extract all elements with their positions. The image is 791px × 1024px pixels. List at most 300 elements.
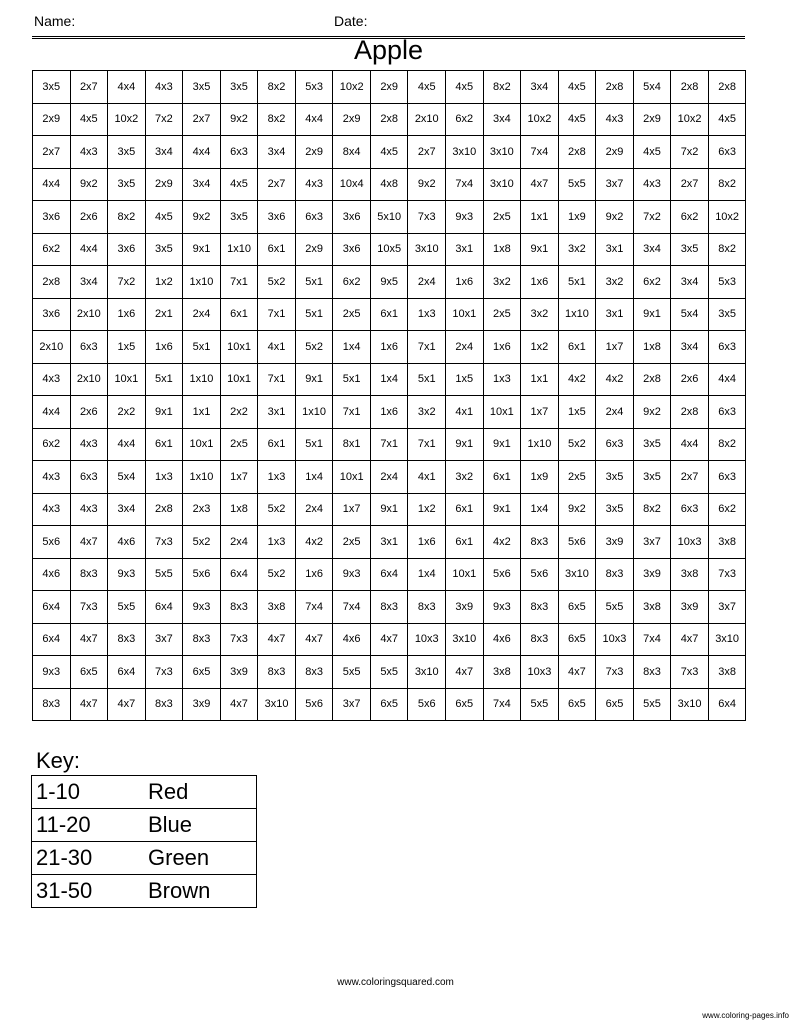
grid-cell[interactable]: 3x1 <box>596 298 634 331</box>
grid-cell[interactable]: 4x3 <box>70 493 108 526</box>
grid-cell[interactable]: 9x1 <box>145 396 183 429</box>
grid-cell[interactable]: 5x6 <box>183 558 221 591</box>
grid-cell[interactable]: 5x4 <box>671 298 709 331</box>
grid-cell[interactable]: 3x10 <box>671 688 709 721</box>
grid-cell[interactable]: 2x8 <box>671 396 709 429</box>
grid-cell[interactable]: 2x10 <box>70 298 108 331</box>
grid-cell[interactable]: 1x10 <box>183 266 221 299</box>
grid-cell[interactable]: 8x2 <box>708 233 746 266</box>
grid-cell[interactable]: 5x2 <box>183 526 221 559</box>
grid-cell[interactable]: 8x3 <box>633 656 671 689</box>
grid-cell[interactable]: 9x2 <box>408 168 446 201</box>
grid-cell[interactable]: 3x8 <box>708 656 746 689</box>
grid-cell[interactable]: 8x2 <box>483 71 521 104</box>
grid-cell[interactable]: 4x2 <box>558 363 596 396</box>
grid-cell[interactable]: 10x3 <box>521 656 559 689</box>
grid-cell[interactable]: 4x4 <box>70 233 108 266</box>
grid-cell[interactable]: 4x3 <box>145 71 183 104</box>
grid-cell[interactable]: 6x4 <box>708 688 746 721</box>
grid-cell[interactable]: 10x2 <box>333 71 371 104</box>
grid-cell[interactable]: 6x2 <box>708 493 746 526</box>
grid-cell[interactable]: 9x2 <box>183 201 221 234</box>
grid-cell[interactable]: 4x3 <box>33 363 71 396</box>
grid-cell[interactable]: 8x3 <box>521 623 559 656</box>
grid-cell[interactable]: 3x4 <box>258 136 296 169</box>
grid-cell[interactable]: 5x4 <box>633 71 671 104</box>
grid-cell[interactable]: 2x9 <box>633 103 671 136</box>
grid-cell[interactable]: 4x5 <box>408 71 446 104</box>
grid-cell[interactable]: 3x5 <box>108 168 146 201</box>
grid-cell[interactable]: 1x10 <box>295 396 333 429</box>
grid-cell[interactable]: 5x6 <box>558 526 596 559</box>
grid-cell[interactable]: 7x2 <box>671 136 709 169</box>
grid-cell[interactable]: 4x2 <box>596 363 634 396</box>
grid-cell[interactable]: 4x4 <box>33 168 71 201</box>
grid-cell[interactable]: 5x1 <box>558 266 596 299</box>
grid-cell[interactable]: 1x6 <box>370 331 408 364</box>
grid-cell[interactable]: 5x1 <box>295 266 333 299</box>
grid-cell[interactable]: 3x1 <box>446 233 484 266</box>
grid-cell[interactable]: 9x3 <box>108 558 146 591</box>
grid-cell[interactable]: 1x1 <box>521 201 559 234</box>
grid-cell[interactable]: 2x6 <box>70 201 108 234</box>
grid-cell[interactable]: 3x7 <box>145 623 183 656</box>
grid-cell[interactable]: 9x3 <box>483 591 521 624</box>
grid-cell[interactable]: 1x3 <box>145 461 183 494</box>
grid-cell[interactable]: 3x10 <box>483 168 521 201</box>
grid-cell[interactable]: 3x9 <box>220 656 258 689</box>
grid-cell[interactable]: 3x9 <box>671 591 709 624</box>
grid-cell[interactable]: 6x3 <box>708 136 746 169</box>
grid-cell[interactable]: 5x5 <box>370 656 408 689</box>
grid-cell[interactable]: 1x3 <box>258 461 296 494</box>
grid-cell[interactable]: 5x6 <box>483 558 521 591</box>
grid-cell[interactable]: 1x5 <box>558 396 596 429</box>
grid-cell[interactable]: 5x2 <box>295 331 333 364</box>
grid-cell[interactable]: 3x7 <box>708 591 746 624</box>
grid-cell[interactable]: 3x4 <box>521 71 559 104</box>
grid-cell[interactable]: 2x2 <box>108 396 146 429</box>
grid-cell[interactable]: 6x1 <box>258 428 296 461</box>
grid-cell[interactable]: 6x2 <box>446 103 484 136</box>
grid-cell[interactable]: 5x3 <box>708 266 746 299</box>
grid-cell[interactable]: 4x7 <box>370 623 408 656</box>
grid-cell[interactable]: 1x6 <box>483 331 521 364</box>
grid-cell[interactable]: 2x7 <box>258 168 296 201</box>
grid-cell[interactable]: 1x9 <box>558 201 596 234</box>
grid-cell[interactable]: 9x1 <box>483 428 521 461</box>
grid-cell[interactable]: 9x2 <box>220 103 258 136</box>
grid-cell[interactable]: 8x2 <box>708 428 746 461</box>
grid-cell[interactable]: 6x3 <box>671 493 709 526</box>
grid-cell[interactable]: 6x3 <box>596 428 634 461</box>
grid-cell[interactable]: 8x3 <box>521 591 559 624</box>
grid-cell[interactable]: 1x4 <box>521 493 559 526</box>
grid-cell[interactable]: 9x2 <box>596 201 634 234</box>
grid-cell[interactable]: 1x3 <box>483 363 521 396</box>
grid-cell[interactable]: 6x1 <box>370 298 408 331</box>
grid-cell[interactable]: 10x1 <box>446 558 484 591</box>
grid-cell[interactable]: 3x9 <box>183 688 221 721</box>
grid-cell[interactable]: 2x8 <box>633 363 671 396</box>
grid-cell[interactable]: 4x2 <box>483 526 521 559</box>
grid-cell[interactable]: 3x10 <box>708 623 746 656</box>
grid-cell[interactable]: 5x2 <box>258 493 296 526</box>
grid-cell[interactable]: 4x7 <box>446 656 484 689</box>
grid-cell[interactable]: 3x6 <box>33 298 71 331</box>
grid-cell[interactable]: 8x3 <box>108 623 146 656</box>
grid-cell[interactable]: 7x2 <box>633 201 671 234</box>
grid-cell[interactable]: 2x6 <box>70 396 108 429</box>
grid-cell[interactable]: 3x1 <box>370 526 408 559</box>
grid-cell[interactable]: 9x1 <box>183 233 221 266</box>
grid-cell[interactable]: 2x5 <box>333 298 371 331</box>
grid-cell[interactable]: 2x7 <box>408 136 446 169</box>
grid-cell[interactable]: 5x1 <box>145 363 183 396</box>
grid-cell[interactable]: 3x8 <box>633 591 671 624</box>
grid-cell[interactable]: 1x2 <box>408 493 446 526</box>
grid-cell[interactable]: 6x2 <box>333 266 371 299</box>
grid-cell[interactable]: 1x8 <box>633 331 671 364</box>
grid-cell[interactable]: 3x5 <box>596 493 634 526</box>
grid-cell[interactable]: 5x2 <box>258 266 296 299</box>
grid-cell[interactable]: 4x6 <box>333 623 371 656</box>
grid-cell[interactable]: 4x3 <box>633 168 671 201</box>
grid-cell[interactable]: 6x4 <box>33 623 71 656</box>
grid-cell[interactable]: 6x5 <box>183 656 221 689</box>
grid-cell[interactable]: 4x3 <box>70 136 108 169</box>
grid-cell[interactable]: 1x7 <box>220 461 258 494</box>
grid-cell[interactable]: 6x5 <box>596 688 634 721</box>
grid-cell[interactable]: 1x1 <box>521 363 559 396</box>
grid-cell[interactable]: 10x1 <box>333 461 371 494</box>
grid-cell[interactable]: 5x5 <box>596 591 634 624</box>
grid-cell[interactable]: 7x4 <box>295 591 333 624</box>
grid-cell[interactable]: 6x4 <box>370 558 408 591</box>
grid-cell[interactable]: 2x10 <box>33 331 71 364</box>
grid-cell[interactable]: 1x8 <box>220 493 258 526</box>
grid-cell[interactable]: 7x1 <box>333 396 371 429</box>
grid-cell[interactable]: 9x3 <box>333 558 371 591</box>
grid-cell[interactable]: 3x2 <box>446 461 484 494</box>
grid-cell[interactable]: 3x6 <box>258 201 296 234</box>
grid-cell[interactable]: 6x3 <box>70 461 108 494</box>
grid-cell[interactable]: 1x3 <box>258 526 296 559</box>
grid-cell[interactable]: 8x3 <box>596 558 634 591</box>
grid-cell[interactable]: 3x7 <box>633 526 671 559</box>
grid-cell[interactable]: 8x3 <box>521 526 559 559</box>
grid-cell[interactable]: 2x8 <box>145 493 183 526</box>
grid-cell[interactable]: 7x3 <box>671 656 709 689</box>
grid-cell[interactable]: 3x5 <box>108 136 146 169</box>
grid-cell[interactable]: 5x6 <box>33 526 71 559</box>
grid-cell[interactable]: 1x6 <box>295 558 333 591</box>
grid-cell[interactable]: 6x5 <box>558 591 596 624</box>
grid-cell[interactable]: 2x2 <box>220 396 258 429</box>
grid-cell[interactable]: 6x1 <box>145 428 183 461</box>
grid-cell[interactable]: 6x4 <box>220 558 258 591</box>
grid-cell[interactable]: 3x8 <box>258 591 296 624</box>
grid-cell[interactable]: 1x5 <box>108 331 146 364</box>
grid-cell[interactable]: 1x8 <box>483 233 521 266</box>
grid-cell[interactable]: 3x4 <box>108 493 146 526</box>
grid-cell[interactable]: 4x6 <box>483 623 521 656</box>
grid-cell[interactable]: 1x6 <box>370 396 408 429</box>
grid-cell[interactable]: 10x3 <box>408 623 446 656</box>
grid-cell[interactable]: 7x4 <box>333 591 371 624</box>
grid-cell[interactable]: 6x3 <box>708 331 746 364</box>
grid-cell[interactable]: 3x9 <box>633 558 671 591</box>
grid-cell[interactable]: 6x4 <box>145 591 183 624</box>
grid-cell[interactable]: 9x1 <box>483 493 521 526</box>
grid-cell[interactable]: 3x2 <box>483 266 521 299</box>
grid-cell[interactable]: 3x2 <box>408 396 446 429</box>
grid-cell[interactable]: 1x7 <box>596 331 634 364</box>
grid-cell[interactable]: 2x8 <box>708 71 746 104</box>
grid-cell[interactable]: 2x9 <box>370 71 408 104</box>
grid-cell[interactable]: 6x1 <box>483 461 521 494</box>
grid-cell[interactable]: 3x10 <box>446 623 484 656</box>
grid-cell[interactable]: 3x2 <box>558 233 596 266</box>
grid-cell[interactable]: 3x5 <box>708 298 746 331</box>
grid-cell[interactable]: 3x5 <box>145 233 183 266</box>
grid-cell[interactable]: 3x4 <box>145 136 183 169</box>
grid-cell[interactable]: 10x4 <box>333 168 371 201</box>
grid-cell[interactable]: 4x1 <box>446 396 484 429</box>
grid-cell[interactable]: 8x3 <box>370 591 408 624</box>
grid-cell[interactable]: 8x2 <box>633 493 671 526</box>
grid-cell[interactable]: 3x2 <box>521 298 559 331</box>
grid-cell[interactable]: 7x3 <box>145 526 183 559</box>
grid-cell[interactable]: 2x9 <box>295 233 333 266</box>
grid-cell[interactable]: 4x4 <box>183 136 221 169</box>
grid-cell[interactable]: 4x3 <box>596 103 634 136</box>
grid-cell[interactable]: 7x3 <box>220 623 258 656</box>
grid-cell[interactable]: 5x10 <box>370 201 408 234</box>
grid-cell[interactable]: 3x7 <box>596 168 634 201</box>
grid-cell[interactable]: 3x10 <box>446 136 484 169</box>
grid-cell[interactable]: 3x10 <box>258 688 296 721</box>
grid-cell[interactable]: 4x7 <box>671 623 709 656</box>
grid-cell[interactable]: 6x3 <box>708 396 746 429</box>
grid-cell[interactable]: 4x5 <box>446 71 484 104</box>
grid-cell[interactable]: 4x4 <box>708 363 746 396</box>
grid-cell[interactable]: 6x5 <box>70 656 108 689</box>
grid-cell[interactable]: 4x4 <box>33 396 71 429</box>
grid-cell[interactable]: 8x3 <box>220 591 258 624</box>
grid-cell[interactable]: 2x9 <box>333 103 371 136</box>
grid-cell[interactable]: 2x9 <box>33 103 71 136</box>
grid-cell[interactable]: 8x3 <box>258 656 296 689</box>
grid-cell[interactable]: 3x9 <box>596 526 634 559</box>
grid-cell[interactable]: 9x2 <box>633 396 671 429</box>
grid-cell[interactable]: 6x4 <box>33 591 71 624</box>
grid-cell[interactable]: 10x2 <box>708 201 746 234</box>
grid-cell[interactable]: 4x7 <box>220 688 258 721</box>
grid-cell[interactable]: 2x4 <box>446 331 484 364</box>
grid-cell[interactable]: 2x4 <box>295 493 333 526</box>
grid-cell[interactable]: 7x3 <box>408 201 446 234</box>
grid-cell[interactable]: 3x1 <box>596 233 634 266</box>
grid-cell[interactable]: 3x8 <box>708 526 746 559</box>
grid-cell[interactable]: 3x4 <box>671 266 709 299</box>
grid-cell[interactable]: 7x1 <box>370 428 408 461</box>
grid-cell[interactable]: 4x4 <box>108 71 146 104</box>
grid-cell[interactable]: 3x1 <box>258 396 296 429</box>
grid-cell[interactable]: 3x5 <box>220 71 258 104</box>
grid-cell[interactable]: 10x1 <box>220 331 258 364</box>
grid-cell[interactable]: 5x1 <box>295 298 333 331</box>
grid-cell[interactable]: 9x5 <box>370 266 408 299</box>
grid-cell[interactable]: 5x2 <box>258 558 296 591</box>
grid-cell[interactable]: 7x4 <box>483 688 521 721</box>
grid-cell[interactable]: 2x5 <box>483 298 521 331</box>
grid-cell[interactable]: 1x3 <box>408 298 446 331</box>
grid-cell[interactable]: 2x9 <box>145 168 183 201</box>
grid-cell[interactable]: 7x4 <box>633 623 671 656</box>
grid-cell[interactable]: 4x5 <box>558 71 596 104</box>
grid-cell[interactable]: 3x5 <box>33 71 71 104</box>
grid-cell[interactable]: 4x3 <box>33 461 71 494</box>
grid-cell[interactable]: 1x6 <box>408 526 446 559</box>
grid-cell[interactable]: 3x4 <box>671 331 709 364</box>
grid-cell[interactable]: 4x4 <box>108 428 146 461</box>
grid-cell[interactable]: 2x4 <box>408 266 446 299</box>
grid-cell[interactable]: 6x3 <box>220 136 258 169</box>
grid-cell[interactable]: 3x10 <box>483 136 521 169</box>
grid-cell[interactable]: 7x1 <box>220 266 258 299</box>
grid-cell[interactable]: 2x4 <box>220 526 258 559</box>
grid-cell[interactable]: 7x3 <box>145 656 183 689</box>
grid-cell[interactable]: 8x2 <box>258 71 296 104</box>
grid-cell[interactable]: 6x1 <box>258 233 296 266</box>
grid-cell[interactable]: 6x1 <box>446 526 484 559</box>
grid-cell[interactable]: 3x10 <box>408 233 446 266</box>
grid-cell[interactable]: 10x2 <box>671 103 709 136</box>
grid-cell[interactable]: 1x10 <box>558 298 596 331</box>
grid-cell[interactable]: 3x5 <box>671 233 709 266</box>
grid-cell[interactable]: 5x2 <box>558 428 596 461</box>
grid-cell[interactable]: 8x3 <box>145 688 183 721</box>
grid-cell[interactable]: 7x3 <box>708 558 746 591</box>
grid-cell[interactable]: 8x2 <box>108 201 146 234</box>
grid-cell[interactable]: 3x4 <box>183 168 221 201</box>
grid-cell[interactable]: 3x2 <box>596 266 634 299</box>
grid-cell[interactable]: 2x4 <box>596 396 634 429</box>
grid-cell[interactable]: 3x4 <box>70 266 108 299</box>
grid-cell[interactable]: 5x6 <box>295 688 333 721</box>
grid-cell[interactable]: 4x6 <box>33 558 71 591</box>
grid-cell[interactable]: 4x3 <box>295 168 333 201</box>
grid-cell[interactable]: 9x2 <box>70 168 108 201</box>
grid-cell[interactable]: 3x9 <box>446 591 484 624</box>
grid-cell[interactable]: 10x1 <box>220 363 258 396</box>
grid-cell[interactable]: 4x6 <box>108 526 146 559</box>
grid-cell[interactable]: 4x5 <box>708 103 746 136</box>
grid-cell[interactable]: 9x1 <box>446 428 484 461</box>
grid-cell[interactable]: 3x8 <box>483 656 521 689</box>
grid-cell[interactable]: 10x3 <box>596 623 634 656</box>
grid-cell[interactable]: 1x6 <box>521 266 559 299</box>
grid-cell[interactable]: 6x1 <box>446 493 484 526</box>
grid-cell[interactable]: 7x1 <box>258 363 296 396</box>
grid-cell[interactable]: 2x5 <box>333 526 371 559</box>
grid-cell[interactable]: 5x1 <box>408 363 446 396</box>
grid-cell[interactable]: 1x10 <box>220 233 258 266</box>
grid-cell[interactable]: 3x5 <box>220 201 258 234</box>
grid-cell[interactable]: 3x6 <box>333 233 371 266</box>
grid-cell[interactable]: 6x2 <box>633 266 671 299</box>
grid-cell[interactable]: 3x6 <box>333 201 371 234</box>
grid-cell[interactable]: 6x5 <box>446 688 484 721</box>
grid-cell[interactable]: 2x5 <box>558 461 596 494</box>
grid-cell[interactable]: 2x4 <box>183 298 221 331</box>
grid-cell[interactable]: 9x1 <box>633 298 671 331</box>
grid-cell[interactable]: 10x1 <box>108 363 146 396</box>
grid-cell[interactable]: 4x4 <box>671 428 709 461</box>
grid-cell[interactable]: 1x4 <box>408 558 446 591</box>
grid-cell[interactable]: 9x1 <box>370 493 408 526</box>
grid-cell[interactable]: 4x5 <box>370 136 408 169</box>
grid-cell[interactable]: 7x1 <box>408 428 446 461</box>
grid-cell[interactable]: 2x8 <box>370 103 408 136</box>
grid-cell[interactable]: 4x7 <box>70 526 108 559</box>
grid-cell[interactable]: 1x4 <box>295 461 333 494</box>
grid-cell[interactable]: 10x2 <box>108 103 146 136</box>
grid-cell[interactable]: 5x3 <box>295 71 333 104</box>
grid-cell[interactable]: 2x1 <box>145 298 183 331</box>
grid-cell[interactable]: 3x10 <box>558 558 596 591</box>
grid-cell[interactable]: 3x5 <box>183 71 221 104</box>
grid-cell[interactable]: 6x3 <box>70 331 108 364</box>
grid-cell[interactable]: 5x1 <box>333 363 371 396</box>
grid-cell[interactable]: 6x3 <box>708 461 746 494</box>
grid-cell[interactable]: 5x4 <box>108 461 146 494</box>
grid-cell[interactable]: 3x5 <box>596 461 634 494</box>
grid-cell[interactable]: 7x1 <box>258 298 296 331</box>
grid-cell[interactable]: 9x3 <box>183 591 221 624</box>
grid-cell[interactable]: 5x6 <box>521 558 559 591</box>
grid-cell[interactable]: 1x2 <box>521 331 559 364</box>
grid-cell[interactable]: 4x7 <box>258 623 296 656</box>
grid-cell[interactable]: 7x3 <box>70 591 108 624</box>
grid-cell[interactable]: 4x5 <box>70 103 108 136</box>
grid-cell[interactable]: 9x3 <box>33 656 71 689</box>
grid-cell[interactable]: 4x7 <box>558 656 596 689</box>
grid-cell[interactable]: 10x1 <box>483 396 521 429</box>
grid-cell[interactable]: 4x4 <box>295 103 333 136</box>
grid-cell[interactable]: 1x10 <box>183 363 221 396</box>
grid-cell[interactable]: 6x1 <box>220 298 258 331</box>
grid-cell[interactable]: 2x7 <box>671 168 709 201</box>
grid-cell[interactable]: 2x9 <box>596 136 634 169</box>
grid-cell[interactable]: 7x2 <box>145 103 183 136</box>
grid-cell[interactable]: 4x7 <box>521 168 559 201</box>
grid-cell[interactable]: 1x6 <box>108 298 146 331</box>
grid-cell[interactable]: 7x4 <box>446 168 484 201</box>
grid-cell[interactable]: 2x5 <box>220 428 258 461</box>
grid-cell[interactable]: 1x7 <box>521 396 559 429</box>
grid-cell[interactable]: 2x8 <box>671 71 709 104</box>
grid-cell[interactable]: 10x1 <box>183 428 221 461</box>
grid-cell[interactable]: 2x3 <box>183 493 221 526</box>
grid-cell[interactable]: 6x4 <box>108 656 146 689</box>
grid-cell[interactable]: 6x2 <box>33 428 71 461</box>
grid-cell[interactable]: 8x3 <box>295 656 333 689</box>
grid-cell[interactable]: 5x5 <box>145 558 183 591</box>
grid-cell[interactable]: 2x7 <box>33 136 71 169</box>
grid-cell[interactable]: 2x7 <box>183 103 221 136</box>
